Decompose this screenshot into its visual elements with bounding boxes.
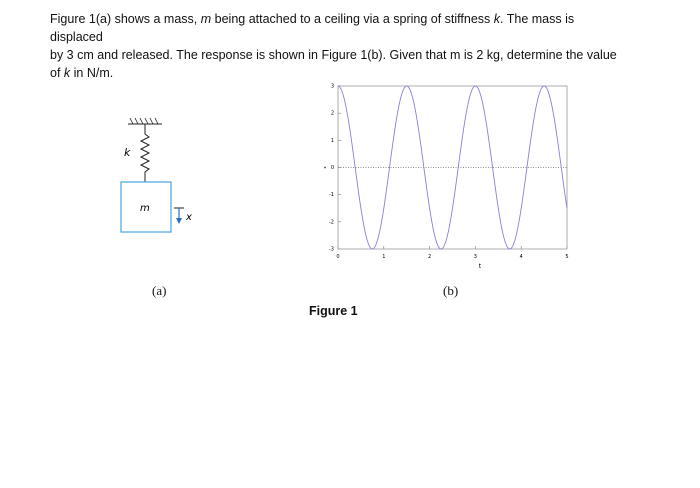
figure-title: Figure 1 [309,304,358,318]
y-tick-label: -2 [329,219,334,226]
problem-statement [50,10,630,82]
problem-line-2: by 3 cm and released. The response is shown in Figure 1(b). Given that m is 2 kg, determine the value [50,48,617,62]
spring-label: k [124,146,131,159]
x-tick-label: 0 [336,254,340,260]
y-tick-label: 2 [330,110,334,117]
spring [141,124,149,182]
x-axis-label: t [478,263,482,270]
ceiling-hatch [130,118,158,124]
response-plot [308,78,588,270]
x-tick-label: 5 [565,254,569,260]
mass-label: m [140,203,150,214]
caption-b: (b) [443,283,459,298]
y-tick-label: 3 [330,83,334,90]
y-tick-label: -1 [329,192,334,199]
y-tick-label: 1 [330,137,334,144]
x-tick-label: 1 [382,254,386,260]
y-tick-label: -3 [329,246,334,253]
x-tick-label: 3 [473,254,477,260]
x-tick-label: 4 [519,254,523,260]
displacement-arrow-icon [176,218,182,224]
x-tick-label: 2 [428,254,432,260]
tick-marks [338,86,567,249]
plot-frame [338,86,567,249]
zero-marker [324,167,326,169]
spring-mass-diagram [110,112,230,252]
problem-line-3: of k in N/m. [50,66,114,80]
x-tick-labels [336,254,568,260]
caption-a: (a) [152,283,167,298]
y-tick-labels [329,84,334,253]
y-tick-label: 0 [330,165,334,171]
response-curve [338,86,567,249]
displacement-label: x [186,212,192,223]
problem-line-1: Figure 1(a) shows a mass, m being attached to a ceiling via a spring of stiffness k. The mass is displaced [50,12,575,44]
